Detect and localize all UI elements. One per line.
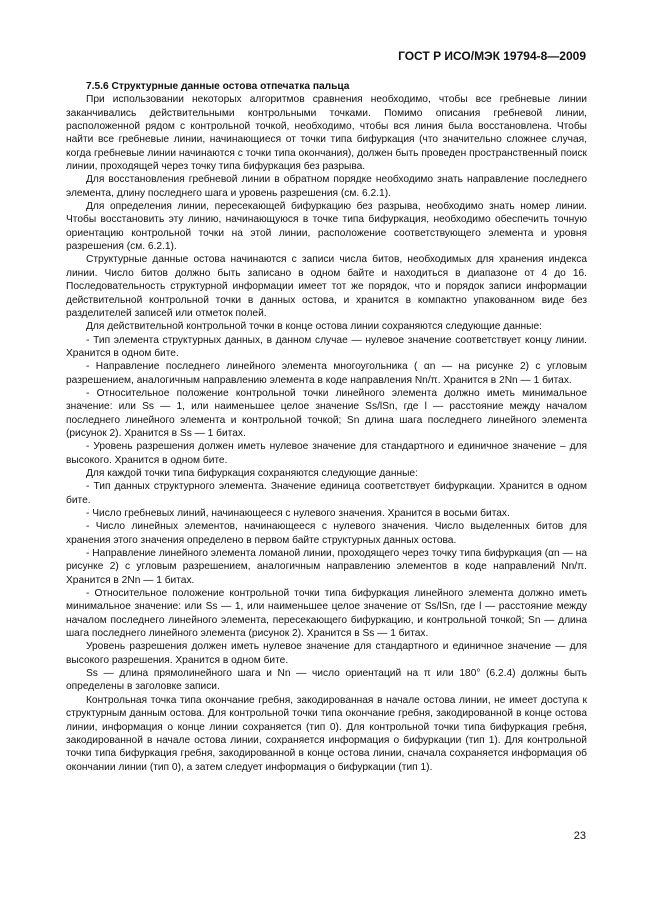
list-item: - Уровень разрешения должен иметь нулевое значение для стандартного и единичное значение – для высокого. Хранится в одном бите. — [66, 441, 587, 466]
paragraph: Для определения линии, пересекающей бифуркацию без разрыва, необходимо знать номер линии. Чтобы восстановить эту линию, начинающуюся в точке типа бифуркация, необходимо обеспечить точную ориентацию контрольной точки на этой линии, расположение соответствующего элемента и уровня разрешения (см. 6.2.1). — [66, 201, 587, 253]
paragraph: Структурные данные остова начинаются с записи числа битов, необходимых для хранения индекса линии. Число битов должно быть записано в одном байте и находиться в диапазоне от 4 до 16. Последовательность структурной информации имеет тот же порядок, что и порядок записи информации действительной контрольной точки в данных остова, и хранится в компактно упакованном виде без разделителей записей или отметок полей. — [66, 254, 587, 319]
paragraph: Ss — длина прямолинейного шага и Nn — число ориентаций на π или 180° (6.2.4) должны быть определены в заголовке записи. — [66, 668, 587, 693]
list-item: - Относительное положение контрольной точки типа бифуркация линейного элемента должно иметь минимальное значение: или Ss — 1, или наименьшее целое значение от Ss/lSn, где l — расстояние между началом последнего линейного элемента, пересекающего бифуркацию, и контрольной точкой; Sn — длина шага последнего линейного элемента (рисунок 2). Хранится в Ss — 1 битах. — [66, 588, 587, 640]
list-item: - Тип элемента структурных данных, в данном случае — нулевое значение соответствует концу линии. Хранится в одном бите. — [66, 334, 587, 359]
paragraph: При использовании некоторых алгоритмов сравнения необходимо, чтобы все гребневые линии заканчивались действительными контрольными точками. Помимо описания гребневой линии, расположенной рядом с контрольной точкой, необходимо, чтобы вся линия была восстановлена. Чтобы найти все гребневые линии, начинающиеся от точки типа бифуркация (что значительно сложнее случая, когда гребневые линии начинаются с точки типа окончания), должен быть проведен пространственный поиск линии, проходящей через точку типа бифуркация без разрыва. — [66, 94, 587, 173]
paragraph: Для действительной контрольной точки в конце остова линии сохраняются следующие данные: — [86, 321, 542, 333]
list-item: - Направление последнего линейного элемента многоугольника ( αn — на рисунке 2) с угловым разрешением, аналогичным направлению элемента в коде направления Nn/π. Хранится в 2Nn — 1 битах. — [66, 361, 587, 386]
list-item: - Число линейных элементов, начинающееся с нулевого значения. Число выделенных битов для хранения этого значения определено в первом байте структурных данных остова. — [66, 521, 587, 546]
list-item: - Тип данных структурного элемента. Значение единица соответствует бифуркации. Хранится в одном бите. — [66, 481, 587, 506]
section-heading: 7.5.6 Структурные данные остова отпечатка пальца — [86, 81, 350, 92]
paragraph: Для восстановления гребневой линии в обратном порядке необходимо знать направление последнего элемента, длину последнего шага и уровень разрешения (см. 6.2.1). — [66, 174, 587, 199]
paragraph: Уровень разрешения должен иметь нулевое значение для стандартного и единичное значение — для высокого разрешения. Хранится в одном бите. — [66, 641, 587, 666]
document-body — [66, 80, 587, 774]
list-item: - Число гребневых линий, начинающееся с нулевого значения. Хранится в восьми битах. — [86, 508, 510, 519]
page-number: 23 — [573, 830, 586, 842]
document-header: ГОСТ Р ИСО/МЭК 19794-8—2009 — [398, 49, 586, 63]
paragraph: Контрольная точка типа окончание гребня, закодированная в начале остова линии, не имеет доступа к структурным данным остова. Для контрольной точки типа окончание гребня, закодированной в конце остова линии, информация о конце линии сохраняется (тип 0). Для контрольной точки типа бифуркация гребня, закодированной в начале остова линии, сохраняется информация о бифуркации (тип 1). Для контрольной точки типа бифуркация гребня, закодированной в конце остова линии, сначала сохраняется информация об окончании линии (тип 0), а затем следует информация о бифуркации (тип 1). — [66, 694, 587, 773]
paragraph: Для каждой точки типа бифуркация сохраняются следующие данные: — [86, 467, 418, 479]
list-item: - Относительное положение контрольной точки линейного элемента должно иметь минимальное значение: или Ss — 1, или наименьшее целое значение Ss/lSn, где l — расстояние между началом последнего линейного элемента и контрольной точкой; Sn длина шага последнего линейного элемента (рисунок 2). Хранится в Ss — 1 битах. — [66, 387, 587, 439]
list-item: - Направление линейного элемента ломаной линии, проходящего через точку типа бифуркация (αn — на рисунке 2) с угловым разрешением, аналогичным направлению элементов в коде направлений Nn/π. Хранится в 2Nn — 1 битах. — [66, 548, 587, 586]
